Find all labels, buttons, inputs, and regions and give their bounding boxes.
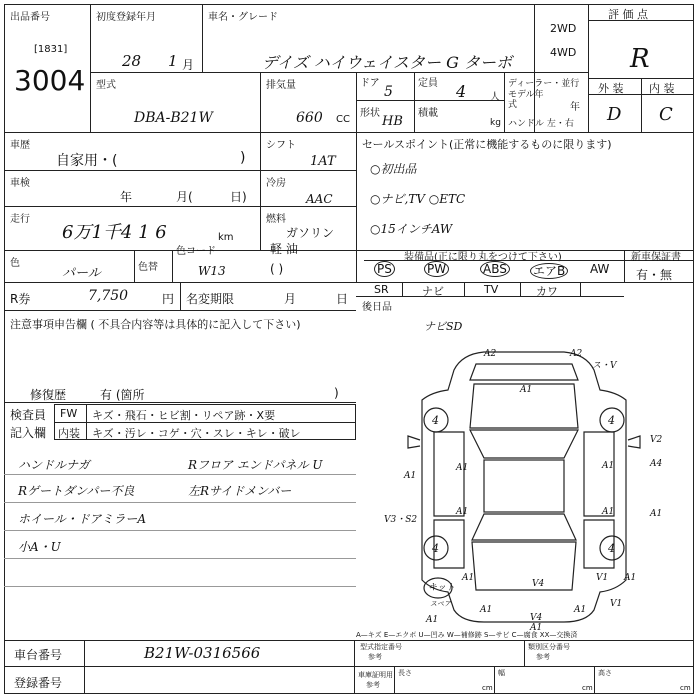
transfer-day: 日: [336, 292, 349, 306]
dealer-label: ディーラー・並行: [508, 79, 580, 89]
equip-pw: PW: [424, 262, 449, 276]
drive-4wd: 4WD: [550, 46, 577, 59]
width-label: 幅: [498, 669, 505, 677]
shift-label: シフト: [266, 140, 296, 151]
model-code: DBA-B21W: [134, 110, 213, 126]
color-code: W13: [198, 264, 226, 278]
divider: [641, 78, 642, 132]
sales-point-3: ○15インチAW: [370, 222, 453, 236]
mark-a1-rear-r: A1: [624, 573, 637, 583]
divider: [588, 4, 589, 132]
door-label: ドア: [360, 78, 380, 89]
type-designation-ref: 参考: [368, 653, 382, 661]
door-count: 5: [384, 84, 393, 100]
interior-items: キズ・汚レ・コゲ・穴・スレ・キレ・破レ: [92, 427, 301, 440]
mark-v4-hatch: V4: [532, 579, 545, 589]
mark-a2-front-left: A2: [484, 349, 497, 359]
color-label: 色: [10, 258, 20, 269]
mark-a1-rear: A1: [530, 623, 543, 633]
divider: [494, 666, 495, 694]
fw-label: FW: [60, 407, 78, 420]
name-label: 車名・グレード: [208, 12, 278, 23]
score-label: 評 価 点: [608, 8, 648, 21]
divider: [4, 586, 356, 587]
garage-cert-label: 車庫証明用: [358, 671, 393, 679]
ext-label: 外 装: [598, 82, 624, 95]
lot-number: 3004: [14, 64, 86, 97]
divider: [354, 666, 694, 667]
equip-aw: AW: [590, 262, 610, 276]
divider: [4, 666, 354, 667]
remark-4: 小A・U: [18, 540, 61, 554]
divider: [524, 640, 525, 666]
remark-2: Rゲートダンパー不良: [18, 484, 135, 498]
divider: [4, 474, 356, 475]
mark-a1-lf: A1: [404, 471, 417, 481]
interior-label: 内装: [58, 427, 80, 440]
divider: [394, 666, 395, 694]
warranty-label: 新車保証書: [631, 252, 681, 263]
ext-score: D: [607, 104, 622, 125]
remark-3: ホイール・ドアミラーA: [18, 512, 147, 526]
warranty-value: 有・無: [636, 268, 673, 282]
chassis-number: B21W-0316566: [144, 644, 261, 662]
fuel-gasoline: ガソリン: [286, 226, 335, 240]
repair-label: 修復歴: [30, 388, 67, 402]
mileage-label: 走行: [10, 214, 30, 225]
int-label: 内 装: [649, 82, 675, 95]
fuel-label: 燃料: [266, 214, 286, 225]
mark-wheel-rl: 4: [432, 542, 439, 555]
inspection-month: 月(: [176, 190, 193, 204]
divider: [402, 282, 403, 296]
disp-label: 排気量: [266, 80, 296, 91]
model-label: 型式: [96, 80, 116, 91]
mark-a1-lf2: A1: [456, 463, 469, 473]
shape-label: 形状: [360, 108, 380, 119]
mark-a1-r: A1: [650, 509, 663, 519]
divider: [4, 132, 694, 133]
mileage-value: 6万1千4 1 6: [62, 222, 167, 243]
reg-label: 登録番号: [14, 676, 63, 690]
int-score: C: [659, 104, 673, 125]
disp-unit: CC: [336, 114, 350, 125]
equip-label: 装備品(正に限り丸をつけて下さい): [404, 252, 562, 263]
divider: [4, 206, 356, 207]
height-unit: cm: [680, 684, 691, 692]
car-damage-diagram: [364, 340, 684, 633]
fuel-other: ( ): [270, 262, 284, 276]
divider: [84, 640, 85, 694]
first-reg-month: 1: [168, 52, 178, 70]
inspection-day: 日): [230, 190, 247, 204]
divider: [4, 558, 356, 559]
cap-unit: 人: [490, 92, 500, 103]
transfer-month: 月: [284, 292, 297, 306]
equip-leather: カワ: [536, 285, 558, 298]
divider: [520, 282, 521, 296]
transfer-label: 名変期限: [186, 292, 235, 306]
load-label: 積載: [418, 108, 438, 119]
ac-label: 冷房: [266, 178, 286, 189]
divider: [356, 100, 504, 101]
sales-point-1: ○初出品: [370, 162, 417, 176]
inspection-label: 車検: [10, 178, 30, 189]
mark-wheel-rr: 4: [608, 542, 615, 555]
fuel-diesel: 軽 油: [270, 242, 298, 256]
category-label: 類別区分番号: [528, 643, 570, 651]
divider: [594, 666, 595, 694]
repair-value: 有 (箇所: [100, 388, 145, 402]
notes-label: 注意事項申告欄 ( 不具合内容等は具体的に記入して下さい): [10, 318, 301, 331]
divider: [260, 132, 261, 250]
first-reg-label: 初度登録年月: [96, 12, 156, 23]
recycle-label: R券: [10, 292, 31, 306]
mark-a1-hood: A1: [520, 385, 533, 395]
recycle-unit: 円: [162, 292, 175, 306]
rear-items-value: ナビSD: [424, 320, 463, 333]
first-reg-month-unit: 月: [182, 58, 195, 72]
capacity: 4: [456, 82, 467, 101]
equip-tv: TV: [484, 283, 499, 296]
divider: [356, 72, 357, 132]
load-unit: kg: [490, 118, 501, 128]
divider: [356, 296, 624, 297]
divider: [180, 282, 181, 310]
divider: [134, 250, 135, 282]
inspection-year: 年: [120, 190, 133, 204]
kit-label: キット: [428, 583, 455, 593]
equip-abs: ABS: [480, 262, 510, 276]
chassis-label: 車台番号: [14, 648, 63, 662]
divider: [86, 404, 87, 440]
mark-wheel-fr: 4: [608, 414, 615, 427]
equip-navi: ナビ: [422, 285, 444, 298]
divider: [4, 402, 356, 403]
history-label: 車歴: [10, 140, 30, 151]
car-name-grade: デイズ ハイウェイスター G ターボ: [262, 53, 512, 72]
divider: [414, 72, 415, 132]
displacement: 660: [296, 110, 323, 126]
length-unit: cm: [482, 684, 493, 692]
divider: [4, 530, 356, 531]
sales-label: セールスポイント(正常に機能するものに限ります): [362, 138, 612, 151]
divider: [172, 250, 173, 282]
equip-airbag: エアB: [530, 262, 568, 279]
shift-value: 1AT: [310, 154, 336, 169]
mark-a4: A4: [650, 459, 663, 469]
model-year-label: モデル年式: [508, 90, 544, 110]
divider: [4, 310, 356, 311]
mark-a1-rear-l: A1: [462, 573, 475, 583]
divider: [580, 282, 581, 296]
mark-a1-rr: A1: [602, 507, 615, 517]
category-ref: 参考: [536, 653, 550, 661]
kit-sub: スペア: [430, 600, 451, 608]
drive-2wd: 2WD: [550, 22, 577, 35]
mark-sv: ス・V: [592, 361, 617, 371]
mark-a1-bumper-l: A1: [480, 605, 493, 615]
mark-v4-rear: V4: [530, 613, 543, 623]
divider: [202, 4, 203, 72]
type-designation-label: 型式指定番号: [360, 643, 402, 651]
history-value: 自家用・(: [56, 153, 118, 169]
cap-label: 定員: [418, 78, 438, 89]
lot-small-number: [1831]: [34, 44, 68, 55]
divider: [4, 170, 356, 171]
score-value: R: [630, 44, 650, 74]
divider: [260, 72, 261, 132]
auction-sheet: [4, 4, 694, 694]
divider: [90, 4, 91, 132]
body-shape: HB: [382, 114, 403, 129]
history-close: ): [240, 150, 246, 166]
divider: [4, 502, 356, 503]
width-unit: cm: [582, 684, 593, 692]
equip-sr: SR: [374, 283, 389, 296]
remark-1: ハンドルナガ: [18, 458, 90, 472]
remark-6: 左Rサイドメンバー: [188, 484, 292, 498]
color-code-label: 色コード: [176, 246, 216, 257]
handle-label: ハンドル 左・右: [508, 119, 574, 129]
fw-items: キズ・飛石・ヒビ割・リペア跡・X要: [92, 409, 276, 422]
lot-label: 出品番号: [10, 12, 50, 23]
first-reg-year: 28: [122, 52, 142, 70]
inspector-label-1: 検査員: [10, 408, 47, 422]
mark-a1-bumper-r: A1: [574, 605, 587, 615]
color-change-label: 色替: [138, 262, 158, 273]
divider: [354, 640, 355, 694]
model-year-unit: 年: [570, 102, 580, 113]
remark-5: Rフロア エンドパネル U: [188, 458, 323, 472]
mark-v2: V2: [650, 435, 663, 445]
equip-ps: PS: [374, 262, 395, 276]
mark-a1-lr: A1: [456, 507, 469, 517]
divider: [4, 250, 694, 251]
sales-point-2: ○ナビ,TV ○ETC: [370, 192, 466, 206]
mileage-unit: km: [218, 232, 234, 243]
height-label: 高さ: [598, 669, 612, 677]
recycle-value: 7,750: [88, 288, 129, 304]
divider: [356, 132, 357, 282]
damage-legend: A—キズ E—エクボ U—凹み W—補修跡 S—サビ C—腐食 XX—交換済: [356, 631, 578, 639]
divider: [534, 4, 535, 132]
divider: [464, 282, 465, 296]
color-value: パール: [62, 266, 101, 281]
divider: [504, 72, 505, 132]
mark-a1-rf: A1: [602, 461, 615, 471]
divider: [624, 250, 625, 282]
mark-v1-r: V1: [596, 573, 609, 583]
rear-items-label: 後日品: [362, 302, 392, 313]
mark-a1-spare: A1: [426, 615, 439, 625]
length-label: 長さ: [398, 669, 412, 677]
garage-cert-ref: 参考: [366, 681, 380, 689]
mark-wheel-fl: 4: [432, 414, 439, 427]
ac-value: AAC: [306, 192, 333, 206]
divider: [4, 282, 694, 283]
mark-a2-front-right: A2: [570, 349, 583, 359]
inspector-label-2: 記入欄: [10, 426, 47, 440]
mark-v1-rr: V1: [610, 599, 623, 609]
repair-close: ): [334, 386, 339, 400]
mark-v3s2: V3・S2: [384, 515, 418, 525]
divider: [4, 640, 694, 641]
